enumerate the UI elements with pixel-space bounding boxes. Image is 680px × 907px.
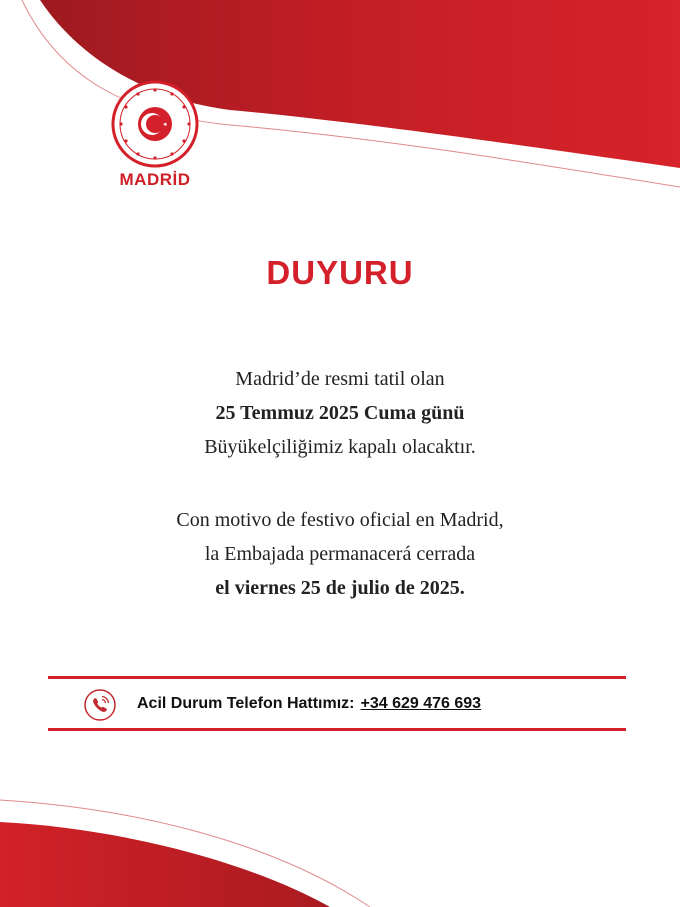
phone-icon	[83, 688, 117, 722]
emergency-contact	[137, 695, 481, 713]
divider-top	[48, 676, 626, 679]
turkish-notice	[0, 362, 680, 464]
turkish-line-1: Madrid’de resmi tatil olan	[235, 368, 445, 390]
turkish-line-2: 25 Temmuz 2025 Cuma günü	[215, 402, 465, 424]
emergency-phone-link[interactable]: +34 629 476 693	[360, 695, 482, 712]
divider-bottom	[48, 728, 626, 731]
bottom-red-band	[0, 822, 330, 907]
emergency-label: Acil Durum Telefon Hattımız:	[137, 695, 355, 712]
embassy-seal-logo	[111, 80, 199, 168]
spanish-line-1: Con motivo de festivo oficial en Madrid,	[176, 509, 504, 531]
turkish-line-3: Büyükelçiliğimiz kapalı olacaktır.	[204, 436, 476, 458]
spanish-line-3: el viernes 25 de julio de 2025.	[215, 577, 465, 599]
city-label: MADRİD	[119, 170, 191, 189]
spanish-line-2: la Embajada permanacerá cerrada	[204, 543, 476, 565]
announcement-title: DUYURU	[266, 254, 414, 291]
spanish-notice	[0, 503, 680, 605]
